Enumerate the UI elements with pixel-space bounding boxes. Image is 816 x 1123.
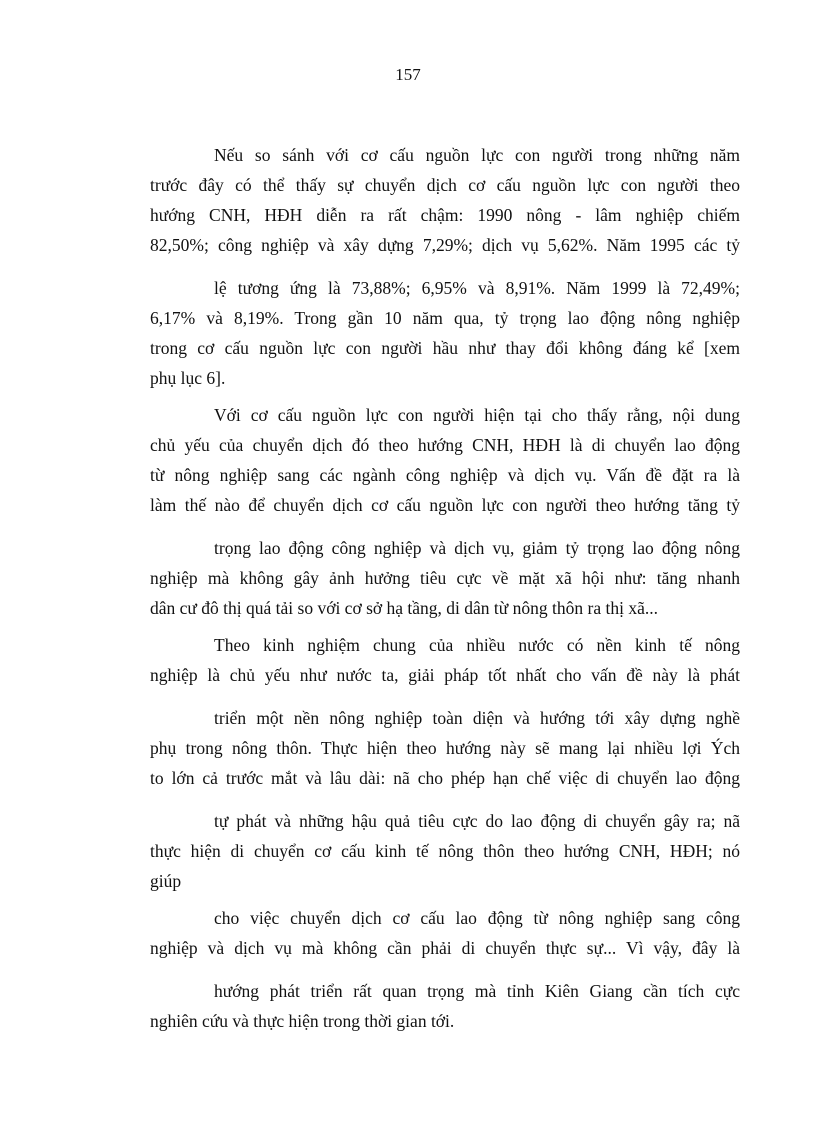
text-line: cho việc chuyển dịch cơ cấu lao động từ nông nghiệp sang công	[214, 908, 740, 928]
text-line: chủ yếu của chuyển dịch đó theo hướng CNH, HĐH là di chuyển lao động	[150, 435, 740, 455]
text-line: thực hiện di chuyển cơ cấu kinh tế nông thôn theo hướng CNH, HĐH; nó	[150, 841, 740, 861]
text-line: Nếu so sánh với cơ cấu nguồn lực con người trong những năm	[214, 145, 740, 165]
text-line: làm thế nào để chuyển dịch cơ cấu nguồn lực con người theo hướng tăng tỷ	[150, 495, 740, 515]
text-line: giúp	[150, 871, 182, 891]
text-line: dân cư đô thị quá tải so với cơ sở hạ tầng, di dân từ nông thôn ra thị xã...	[150, 598, 658, 618]
text-line: nghiệp và dịch vụ mà không cần phải di chuyển thực sự... Vì vậy, đây là	[150, 938, 740, 958]
page-number: 157	[395, 65, 421, 84]
text-line: từ nông nghiệp sang các ngành công nghiệp và dịch vụ. Vấn đề đặt ra là	[150, 465, 740, 485]
text-line: to lớn cả trước mắt và lâu dài: nã cho phép hạn chế việc di chuyển lao động	[150, 768, 740, 788]
text-line: Với cơ cấu nguồn lực con người hiện tại cho thấy rằng, nội dung	[214, 405, 740, 425]
text-line: trong cơ cấu nguồn lực con người hầu như thay đổi không đáng kể [xem	[150, 338, 740, 358]
text-line: nghiệp mà không gây ảnh hưởng tiêu cực về mặt xã hội như: tăng nhanh	[150, 568, 740, 588]
text-line: trước đây có thể thấy sự chuyển dịch cơ cấu nguồn lực con người theo	[150, 175, 740, 195]
text-line: nghiên cứu và thực hiện trong thời gian tới.	[150, 1011, 455, 1031]
text-line: 6,17% và 8,19%. Trong gần 10 năm qua, tỷ trọng lao động nông nghiệp	[150, 308, 740, 328]
text-line: phụ lục 6].	[150, 368, 226, 388]
text-line: Theo kinh nghiệm chung của nhiều nước có nền kinh tế nông	[214, 635, 740, 655]
body-text	[150, 140, 740, 1036]
text-line: hướng phát triển rất quan trọng mà tỉnh Kiên Giang cần tích cực	[214, 981, 740, 1001]
text-line: trọng lao động công nghiệp và dịch vụ, giảm tỷ trọng lao động nông	[214, 538, 740, 558]
text-line: phụ trong nông thôn. Thực hiện theo hướng này sẽ mang lại nhiều lợi Ých	[150, 738, 740, 758]
text-line: triển một nền nông nghiệp toàn diện và hướng tới xây dựng nghề	[214, 708, 740, 728]
text-line: 82,50%; công nghiệp và xây dựng 7,29%; dịch vụ 5,62%. Năm 1995 các tỷ	[150, 235, 740, 255]
text-line: hướng CNH, HĐH diễn ra rất chậm: 1990 nông - lâm nghiệp chiếm	[150, 205, 740, 225]
text-line: tự phát và những hậu quả tiêu cực do lao động di chuyển gây ra; nã	[214, 811, 740, 831]
text-line: lệ tương ứng là 73,88%; 6,95% và 8,91%. Năm 1999 là 72,49%;	[214, 278, 740, 298]
text-line: nghiệp là chủ yếu như nước ta, giải pháp tốt nhất cho vấn đề này là phát	[150, 665, 740, 685]
